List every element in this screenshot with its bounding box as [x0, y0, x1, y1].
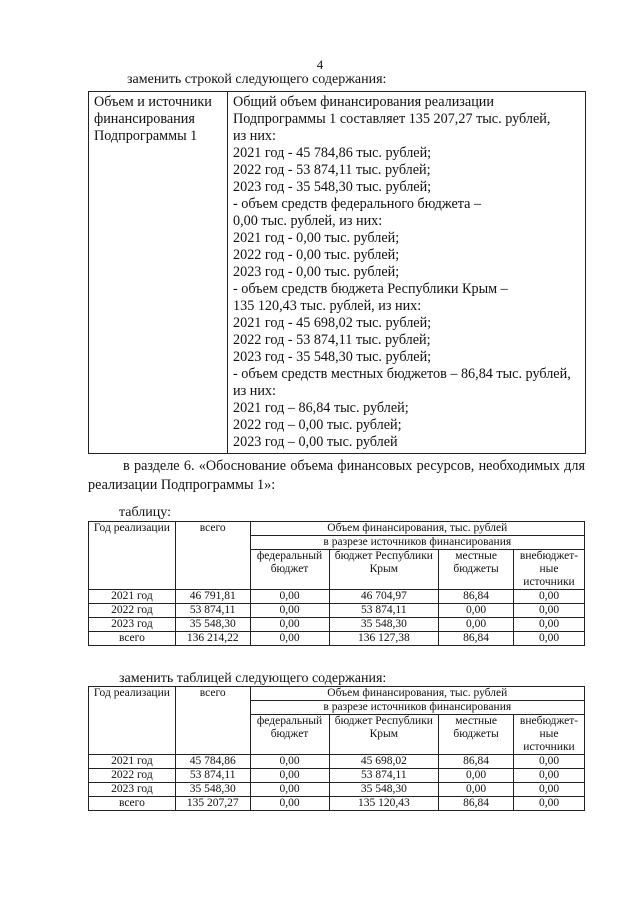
cell-republic: 46 704,97 — [329, 590, 439, 604]
cell-federal: 0,00 — [250, 783, 329, 797]
header-total: всего — [175, 522, 250, 590]
cell-republic: 45 698,02 — [329, 755, 439, 769]
cell-republic: 136 127,38 — [329, 632, 439, 646]
cell-republic: 35 548,30 — [329, 618, 439, 632]
section-paragraph-text: в разделе 6. «Обоснование объема финансовых ресурсов, необходимых для реализации Подпрограммы 1»: — [88, 458, 585, 493]
summary-line: Общий объем финансирования реализации — [233, 94, 494, 110]
intro-line: заменить строкой следующего содержания: — [127, 72, 387, 87]
summary-line: 2021 год - 0,00 тыс. рублей; — [233, 230, 400, 246]
cell-total: 53 874,11 — [175, 769, 250, 783]
new-funding-table — [88, 686, 585, 811]
header-local: местные бюджеты — [439, 550, 514, 590]
table-row — [89, 590, 585, 604]
summary-line: 2021 год - 45 784,86 тыс. рублей; — [233, 145, 432, 161]
header-republic: бюджет Республики Крым — [329, 715, 439, 755]
cell-year: 2023 год — [89, 618, 176, 632]
cell-total: 35 548,30 — [175, 783, 250, 797]
summary-line: 2022 год - 53 874,11 тыс. рублей; — [233, 162, 431, 178]
cell-total: 136 214,22 — [175, 632, 250, 646]
summary-line: 0,00 тыс. рублей, из них: — [233, 213, 383, 229]
funding-summary-label: Объем и источники финансирования Подпрограммы 1 — [89, 92, 228, 454]
table-row — [89, 618, 585, 632]
summary-line: из них: — [233, 128, 276, 144]
cell-year: 2022 год — [89, 604, 176, 618]
cell-federal: 0,00 — [250, 632, 329, 646]
summary-line: 2023 год - 0,00 тыс. рублей; — [233, 264, 400, 280]
cell-local: 86,84 — [439, 590, 514, 604]
header-republic: бюджет Республики Крым — [329, 550, 439, 590]
cell-federal: 0,00 — [250, 604, 329, 618]
cell-federal: 0,00 — [250, 797, 329, 811]
cell-extra: 0,00 — [514, 769, 585, 783]
table-row-total — [89, 632, 585, 646]
header-federal: федеральный бюджет — [250, 550, 329, 590]
cell-year: 2022 год — [89, 769, 176, 783]
cell-year: всего — [89, 797, 176, 811]
summary-line: 2023 год - 35 548,30 тыс. рублей; — [233, 349, 432, 365]
cell-local: 86,84 — [439, 632, 514, 646]
cell-extra: 0,00 — [514, 618, 585, 632]
cell-year: 2021 год — [89, 590, 176, 604]
summary-line: 135 120,43 тыс. рублей, из них: — [233, 298, 422, 314]
summary-line: - объем средств местных бюджетов – 86,84 тыс. рублей, — [233, 366, 571, 382]
section-paragraph — [88, 457, 585, 495]
cell-local: 86,84 — [439, 755, 514, 769]
page-number: 4 — [316, 57, 324, 72]
summary-line: 2021 год - 45 698,02 тыс. рублей; — [233, 315, 432, 331]
summary-line: 2022 год - 53 874,11 тыс. рублей; — [233, 332, 431, 348]
cell-year: 2021 год — [89, 755, 176, 769]
cell-local: 0,00 — [439, 769, 514, 783]
header-year: Год реализации — [89, 522, 176, 590]
summary-line: 2023 год – 0,00 тыс. рублей — [233, 434, 398, 450]
table-row — [89, 769, 585, 783]
header-volume: Объем финансирования, тыс. рублей — [250, 522, 584, 536]
funding-summary-text — [228, 92, 586, 454]
summary-line: из них: — [233, 383, 276, 399]
header-by-source: в разрезе источников финансирования — [250, 536, 584, 550]
table-row-total — [89, 797, 585, 811]
cell-extra: 0,00 — [514, 755, 585, 769]
header-federal: федеральный бюджет — [250, 715, 329, 755]
funding-summary-table — [88, 91, 586, 454]
old-table-label: таблицу: — [119, 505, 171, 520]
cell-total: 135 207,27 — [175, 797, 250, 811]
summary-line: 2023 год - 35 548,30 тыс. рублей; — [233, 179, 432, 195]
cell-extra: 0,00 — [514, 604, 585, 618]
cell-extra: 0,00 — [514, 632, 585, 646]
cell-year: всего — [89, 632, 176, 646]
cell-total: 45 784,86 — [175, 755, 250, 769]
header-extra: внебюджет-ные источники — [514, 550, 585, 590]
cell-federal: 0,00 — [250, 590, 329, 604]
header-by-source: в разрезе источников финансирования — [250, 701, 584, 715]
cell-local: 0,00 — [439, 618, 514, 632]
header-total: всего — [175, 687, 250, 755]
table-row — [89, 604, 585, 618]
header-local: местные бюджеты — [439, 715, 514, 755]
cell-local: 86,84 — [439, 797, 514, 811]
cell-year: 2023 год — [89, 783, 176, 797]
header-volume: Объем финансирования, тыс. рублей — [250, 687, 584, 701]
header-year: Год реализации — [89, 687, 176, 755]
cell-total: 46 791,81 — [175, 590, 250, 604]
summary-line: - объем средств федерального бюджета – — [233, 196, 482, 212]
summary-line: - объем средств бюджета Республики Крым – — [233, 281, 508, 297]
cell-total: 35 548,30 — [175, 618, 250, 632]
cell-total: 53 874,11 — [175, 604, 250, 618]
table-row — [89, 783, 585, 797]
summary-line: 2022 год - 0,00 тыс. рублей; — [233, 247, 400, 263]
cell-republic: 53 874,11 — [329, 604, 439, 618]
header-extra: внебюджет-ные источники — [514, 715, 585, 755]
cell-local: 0,00 — [439, 783, 514, 797]
cell-local: 0,00 — [439, 604, 514, 618]
cell-republic: 135 120,43 — [329, 797, 439, 811]
cell-extra: 0,00 — [514, 590, 585, 604]
cell-republic: 53 874,11 — [329, 769, 439, 783]
cell-federal: 0,00 — [250, 755, 329, 769]
new-table-label: заменить таблицей следующего содержания: — [119, 671, 387, 686]
cell-federal: 0,00 — [250, 618, 329, 632]
summary-line: Подпрограммы 1 составляет 135 207,27 тыс. рублей, — [233, 111, 551, 127]
cell-extra: 0,00 — [514, 797, 585, 811]
cell-republic: 35 548,30 — [329, 783, 439, 797]
cell-federal: 0,00 — [250, 769, 329, 783]
summary-line: 2022 год – 0,00 тыс. рублей; — [233, 417, 402, 433]
table-row — [89, 755, 585, 769]
cell-extra: 0,00 — [514, 783, 585, 797]
old-funding-table — [88, 521, 585, 646]
summary-line: 2021 год – 86,84 тыс. рублей; — [233, 400, 409, 416]
